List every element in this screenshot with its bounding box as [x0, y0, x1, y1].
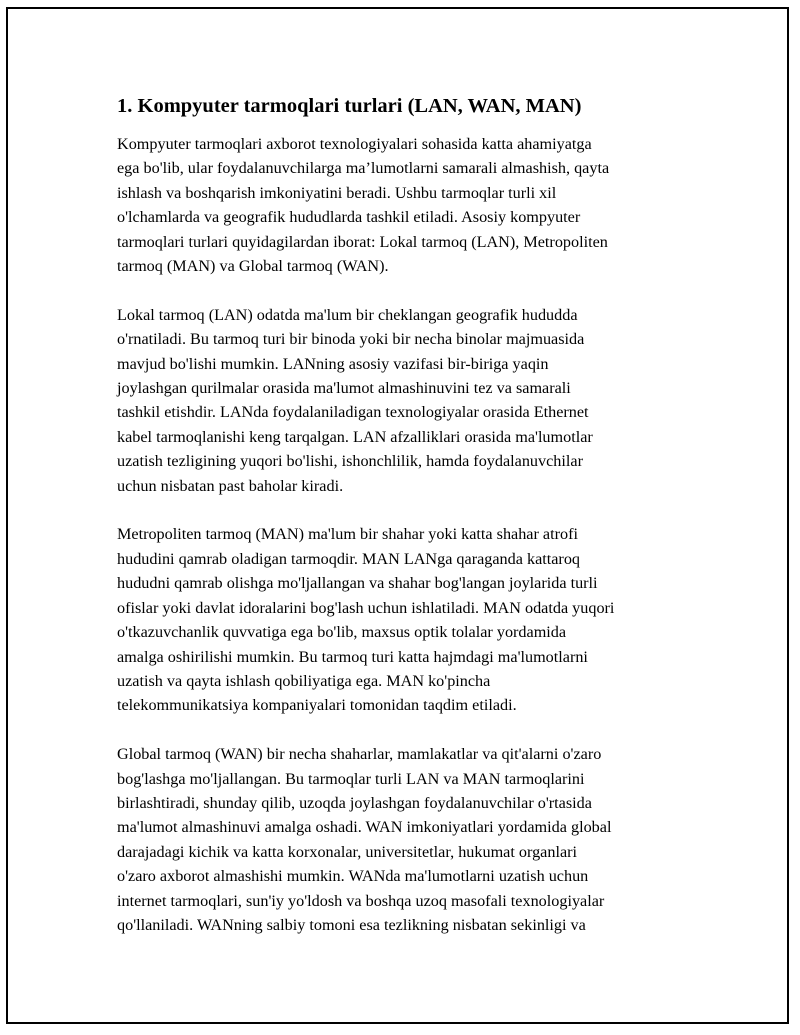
text-line: telekommunikatsiya kompaniyalari tomonidan taqdim etiladi.: [117, 696, 517, 715]
text-line: uchun nisbatan past baholar kiradi.: [117, 476, 344, 495]
text-line: ma'lumot almashinuvi amalga oshadi. WAN imkoniyatlari yordamida global: [117, 818, 612, 837]
text-line: o'rnatiladi. Bu tarmoq turi bir binoda yoki bir necha binolar majmuasida: [117, 330, 585, 349]
document-title: 1. Kompyuter tarmoqlari turlari (LAN, WAN, MAN): [117, 95, 582, 117]
text-line: hududini qamrab oladigan tarmoqdir. MAN LANga qaraganda kattaroq: [117, 549, 581, 568]
paragraph-intro: [117, 132, 697, 278]
text-line: o'zaro axborot almashishi mumkin. WANda ma'lumotlarni uzatish uchun: [117, 867, 589, 886]
text-line: ishlash va boshqarish imkoniyatini beradi. Ushbu tarmoqlar turli xil: [117, 183, 557, 202]
text-line: ega bo'lib, ular foydalanuvchilarga ma’lumotlarni samarali almashish, qayta: [117, 159, 610, 178]
text-line: internet tarmoqlari, sun'iy yo'ldosh va boshqa uzoq masofali texnologiyalar: [117, 891, 605, 910]
text-line: tashkil etishdir. LANda foydalaniladigan texnologiyalar orasida Ethernet: [117, 403, 589, 422]
text-line: tarmoqlari turlari quyidagilardan iborat: Lokal tarmoq (LAN), Metropoliten: [117, 232, 608, 251]
text-line: uzatish va qayta ishlash qobiliyatiga ega. MAN ko'pincha: [117, 671, 491, 690]
text-line: qo'llaniladi. WANning salbiy tomoni esa tezlikning nisbatan sekinligi va: [117, 915, 586, 934]
text-line: o'tkazuvchanlik quvvatiga ega bo'lib, maxsus optik tolalar yordamida: [117, 623, 567, 642]
text-line: Global tarmoq (WAN) bir necha shaharlar, mamlakatlar va qit'alarni o'zaro: [117, 745, 602, 764]
text-line: birlashtiradi, shunday qilib, uzoqda joylashgan foydalanuvchilar o'rtasida: [117, 793, 592, 812]
text-line: bog'lashga mo'ljallangan. Bu tarmoqlar turli LAN va MAN tarmoqlarini: [117, 769, 585, 788]
text-line: kabel tarmoqlanishi keng tarqalgan. LAN afzalliklari orasida ma'lumotlar: [117, 427, 593, 446]
paragraph-man: [117, 522, 697, 717]
document-body: [117, 92, 697, 962]
text-line: Kompyuter tarmoqlari axborot texnologiyalari sohasida katta ahamiyatga: [117, 135, 592, 153]
text-line: joylashgan qurilmalar orasida ma'lumot almashinuvini tez va samarali: [117, 379, 571, 398]
text-line: darajadagi kichik va katta korxonalar, universitetlar, hukumat organlari: [117, 842, 578, 861]
text-line: hududni qamrab olishga mo'ljallangan va shahar bog'langan joylarida turli: [117, 574, 598, 593]
text-line: ofislar yoki davlat idoralarini bog'lash uchun ishlatiladi. MAN odatda yuqori: [117, 598, 615, 617]
text-line: Lokal tarmoq (LAN) odatda ma'lum bir cheklangan geografik hududda: [117, 305, 578, 324]
text-line: Metropoliten tarmoq (MAN) ma'lum bir shahar yoki katta shahar atrofi: [117, 525, 578, 544]
text-line: mavjud bo'lishi mumkin. LANning asosiy vazifasi bir-biriga yaqin: [117, 354, 549, 373]
text-line: tarmoq (MAN) va Global tarmoq (WAN).: [117, 257, 389, 276]
paragraph-wan: [117, 742, 697, 937]
text-line: uzatish tezligining yuqori bo'lishi, ishonchlilik, hamda foydalanuvchilar: [117, 452, 583, 471]
text-line: o'lchamlarda va geografik hududlarda tashkil etiladi. Asosiy kompyuter: [117, 208, 581, 227]
text-line: amalga oshirilishi mumkin. Bu tarmoq turi katta hajmdagi ma'lumotlarni: [117, 647, 588, 666]
paragraph-lan: [117, 303, 697, 498]
